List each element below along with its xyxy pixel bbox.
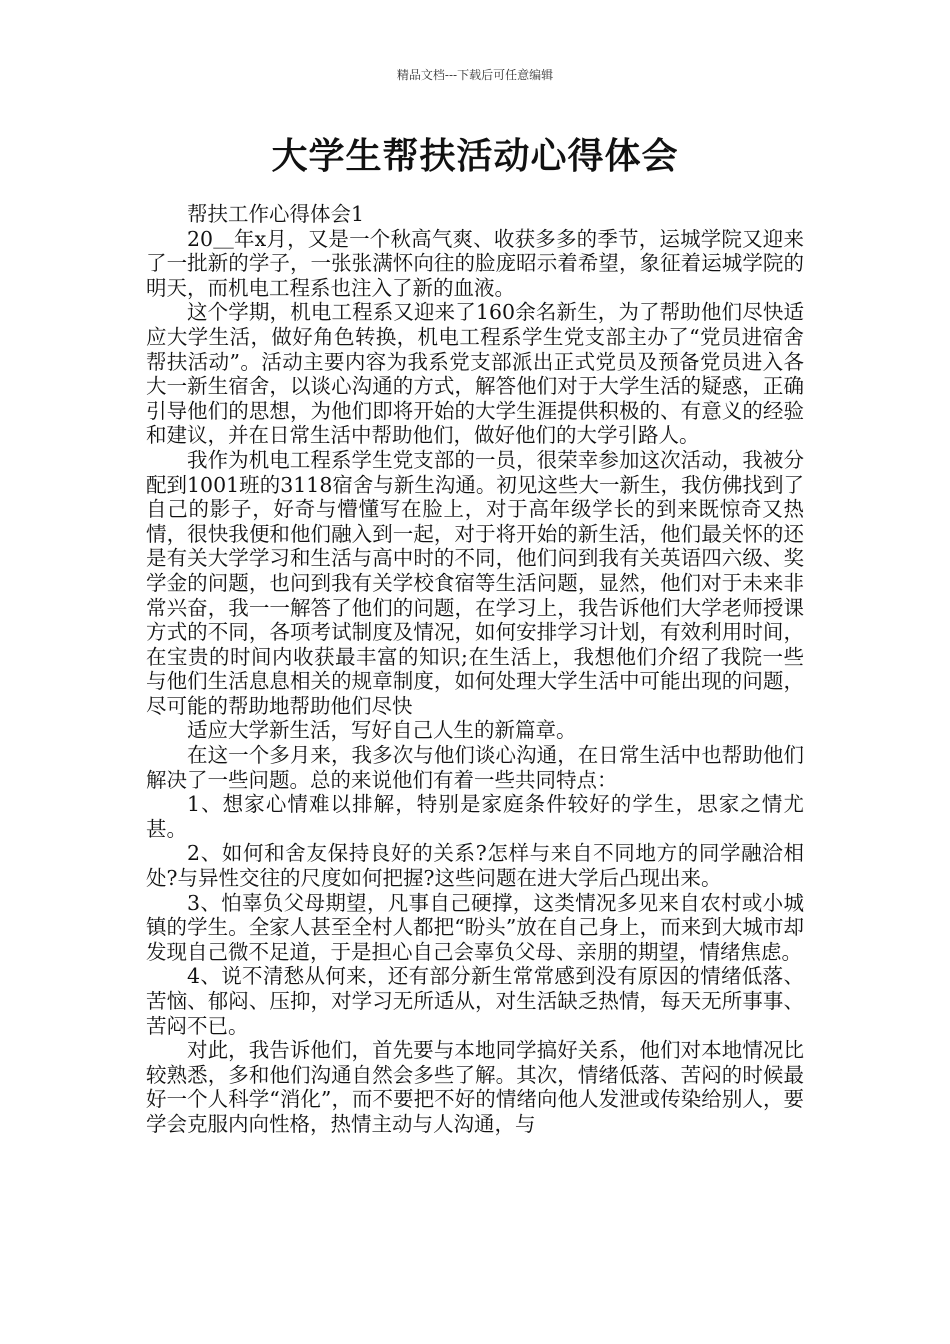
paragraph: 20＿年x月，又是一个秋高气爽、收获多多的季节，运城学院又迎来了一批新的学子，一张张满怀向往的脸庞昭示着希望，象征着运城学院的明天，而机电工程系也注入了新的血液。 [146, 226, 804, 300]
list-item: 2、如何和舍友保持良好的关系?怎样与来自不同地方的同学融洽相处?与异性交往的尺度如何把握?这些问题在进大学后凸现出来。 [146, 841, 804, 891]
document-body [146, 202, 804, 1137]
list-item: 1、想家心情难以排解，特别是家庭条件较好的学生，思家之情尤甚。 [146, 792, 804, 841]
list-item: 3、怕辜负父母期望，凡事自己硬撑，这类情况多见来自农村或小城镇的学生。全家人甚至全村人都把“盼头”放在自己身上，而来到大城市却发现自己微不足道，于是担心自己会辜负父母、亲朋的期望，情绪焦虑。 [146, 890, 804, 964]
document-title: 大学生帮扶活动心得体会 [271, 136, 679, 177]
list-item: 4、说不清愁从何来，还有部分新生常常感到没有原因的情绪低落、苦恼、郁闷、压抑，对学习无所适从，对生活缺乏热情，每天无所事事、苦闷不已。 [146, 964, 804, 1038]
section-heading: 帮扶工作心得体会1 [187, 202, 365, 226]
paragraph: 适应大学新生活，写好自己人生的新篇章。 [187, 718, 577, 743]
paragraph: 我作为机电工程系学生党支部的一员，很荣幸参加这次活动，我被分配到1001班的3118宿舍与新生沟通。初见这些大一新生，我仿佛找到了自己的影子，好奇与懵懂写在脸上，对于高年级学长的到来既惊奇又热情，很快我便和他们融入到一起，对于将开始的新生活，他们最关怀的还是有关大学学习和生活与高中时的不同，他们问到我有关英语四六级、奖学金的问题，也问到我有关学校食宿等生活问题，显然，他们对于未来非常兴奋，我一一解答了他们的问题，在学习上，我告诉他们大学老师授课方式的不同，各项考试制度及情况，如何安排学习计划，有效利用时间，在宝贵的时间内收获最丰富的知识;在生活上，我想他们介绍了我院一些与他们生活息息相关的规章制度，如何处理大学生活中可能出现的问题，尽可能的帮助地帮助他们尽快 [146, 447, 804, 718]
paragraph: 这个学期，机电工程系又迎来了160余名新生，为了帮助他们尽快适应大学生活，做好角色转换，机电工程系学生党支部主办了“党员进宿舍帮扶活动”。活动主要内容为我系党支部派出正式党员及预备党员进入各大一新生宿舍，以谈心沟通的方式，解答他们对于大学生活的疑惑，正确引导他们的思想，为他们即将开始的大学生涯提供积极的、有意义的经验和建议，并在日常生活中帮助他们，做好他们的大学引路人。 [146, 300, 804, 448]
header-note: 精品文档---下载后可任意编辑 [396, 68, 554, 82]
paragraph: 在这一个多月来，我多次与他们谈心沟通，在日常生活中也帮助他们解决了一些问题。总的来说他们有着一些共同特点： [146, 743, 804, 792]
paragraph: 对此，我告诉他们，首先要与本地同学搞好关系，他们对本地情况比较熟悉，多和他们沟通自然会多些了解。其次，情绪低落、苦闷的时候最好一个人科学“消化”，而不要把不好的情绪向他人发泄或传染给别人，要学会克服内向性格，热情主动与人沟通，与 [146, 1038, 804, 1136]
